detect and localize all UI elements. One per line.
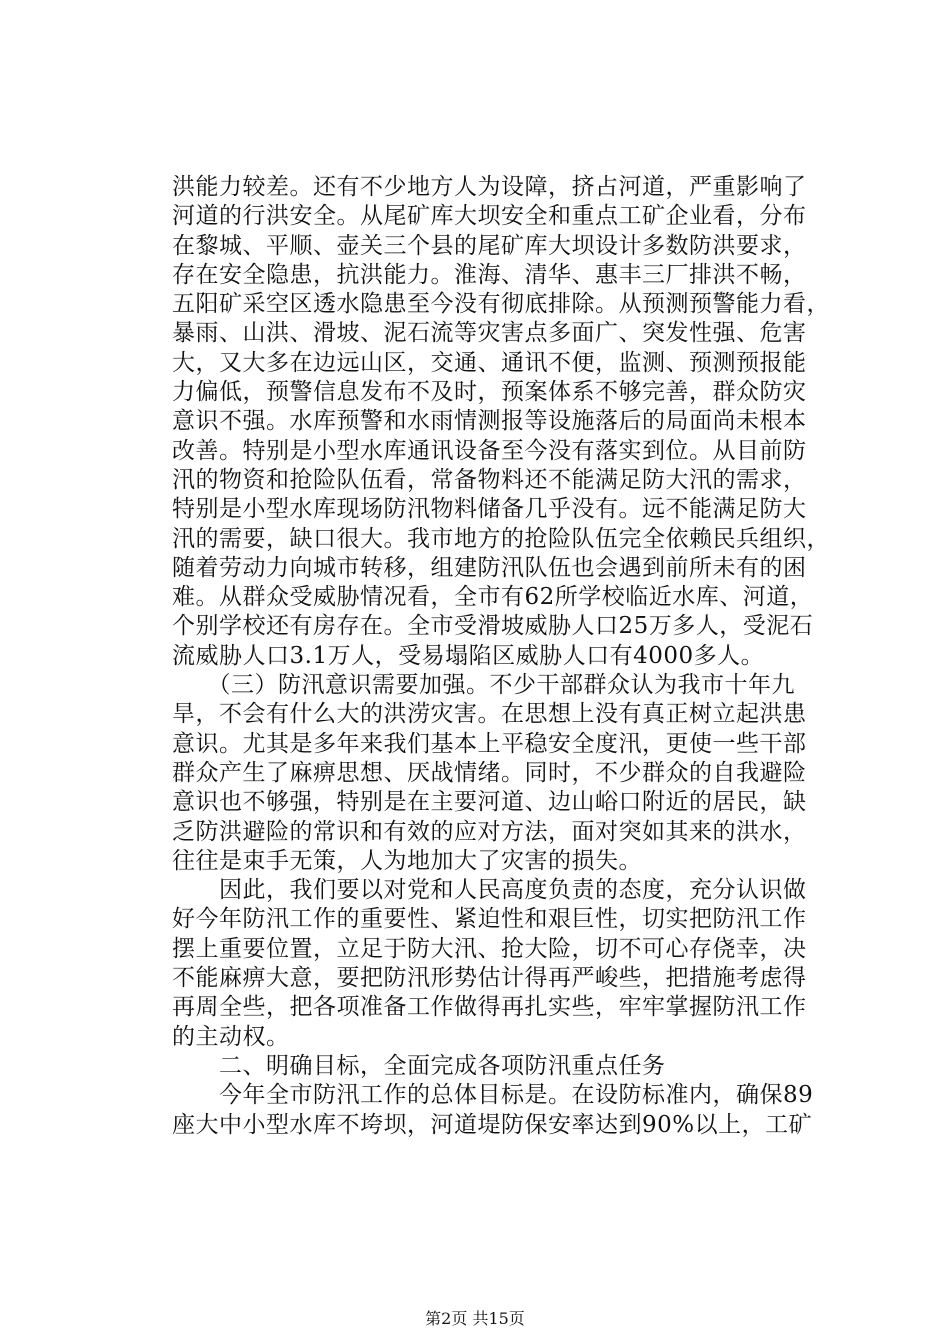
text-line: 力偏低，预警信息发布不及时，预案体系不够完善，群众防灾 [172,379,807,406]
text-line: 难。从群众受威胁情况看，全市有62所学校临近水库、河道， [172,584,814,611]
text-line: 乏防洪避险的常识和有效的应对方法，面对突如其来的洪水， [172,818,807,845]
text-line: 往往是束手无策，人为地加大了灾害的损失。 [172,847,642,874]
text-line: 意识也不够强，特别是在主要河道、边山峪口附近的居民，缺 [172,789,807,816]
body-text [172,173,852,1140]
text-line: 好今年防汛工作的重要性、紧迫性和艰巨性，切实把防汛工作 [172,906,807,933]
text-line: 二、明确目标，全面完成各项防汛重点任务 [172,1052,666,1079]
text-line: 摆上重要位置，立足于防大汛、抢大险，切不可心存侥幸，决 [172,935,807,962]
text-line: 因此，我们要以对党和人民高度负责的态度，充分认识做 [172,877,807,904]
page-footer: 第2页 共15页 [425,1309,525,1328]
text-line: 在黎城、平顺、壶关三个县的尾矿库大坝设计多数防洪要求， [172,232,807,259]
text-line: 改善。特别是小型水库通讯设备至今没有落实到位。从目前防 [172,437,807,464]
text-line: 随着劳动力向城市转移，组建防汛队伍也会遇到前所未有的困 [172,554,807,581]
text-line: 特别是小型水库现场防汛物料储备几乎没有。远不能满足防大 [172,496,807,523]
text-line: 今年全市防汛工作的总体目标是。在设防标准内，确保89 [172,1082,814,1109]
text-line: 个别学校还有房存在。全市受滑坡威胁人口25万多人，受泥石 [172,613,814,640]
text-line: 存在安全隐患，抗洪能力。淮海、清华、惠丰三厂排洪不畅， [172,261,807,288]
text-line: 河道的行洪安全。从尾矿库大坝安全和重点工矿企业看，分布 [172,203,807,230]
text-line: 的主动权。 [172,1023,290,1050]
text-line: 座大中小型水库不垮坝，河道堤防保安率达到90%以上，工矿 [172,1111,813,1138]
text-line: 旱，不会有什么大的洪涝灾害。在思想上没有真正树立起洪患 [172,701,807,728]
text-line: （三）防汛意识需要加强。不少干部群众认为我市十年九 [172,672,795,699]
text-line: 意识。尤其是多年来我们基本上平稳安全度汛，更使一些干部 [172,730,807,757]
text-line: 不能麻痹大意，要把防汛形势估计得再严峻些，把措施考虑得 [172,965,807,992]
text-line: 群众产生了麻痹思想、厌战情绪。同时，不少群众的自我避险 [172,759,807,786]
text-line: 汛的需要，缺口很大。我市地方的抢险队伍完全依赖民兵组织， [172,525,830,552]
text-line: 汛的物资和抢险队伍看，常备物料还不能满足防大汛的需求， [172,466,807,493]
text-line: 再周全些，把各项准备工作做得再扎实些，牢牢掌握防汛工作 [172,994,807,1021]
text-line: 洪能力较差。还有不少地方人为设障，挤占河道，严重影响了 [172,174,807,200]
text-line: 五阳矿采空区透水隐患至今没有彻底排除。从预测预警能力看， [172,291,830,318]
text-line: 暴雨、山洪、滑坡、泥石流等灾害点多面广、突发性强、危害 [172,320,807,347]
text-line: 流威胁人口3.1万人，受易塌陷区威胁人口有4000多人。 [172,642,765,669]
text-line: 意识不强。水库预警和水雨情测报等设施落后的局面尚未根本 [172,408,807,435]
text-line: 大，又大多在边远山区，交通、通讯不便，监测、预测预报能 [172,349,807,376]
